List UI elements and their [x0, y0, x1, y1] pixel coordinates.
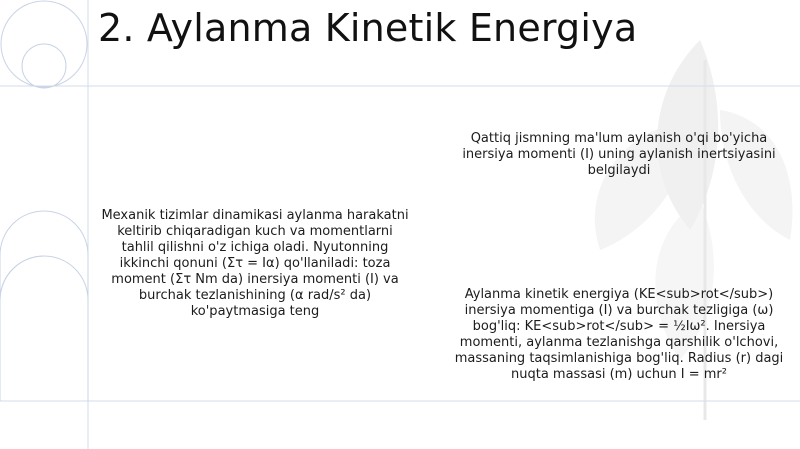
- right-bottom-paragraph: Aylanma kinetik energiya (KE<sub>rot</sub>) inersiya momentiga (I) va burchak tezligiga (ω) bog'liq: KE<sub>rot</sub> = ½Iω². Inersiya momenti, aylanma tezlanishga qarshilik o'lchovi, massaning taqsimlanishiga bog'liq. Radius (r) dagi nuqta massasi (m) uchun I = mr²: [454, 287, 784, 382]
- left-paragraph: Mexanik tizimlar dinamikasi aylanma harakatni keltirib chiqaradigan kuch va momentlarni tahlil qilishni o'z ichiga oladi. Nyutonning ikkinchi qonuni (Στ = Iα) qo'llaniladi: toza moment (Στ Nm da) inersiya momenti (I) va burchak tezlanishining (α rad/s² da) ko'paytmasiga teng: [101, 208, 409, 319]
- right-top-paragraph: Qattiq jismning ma'lum aylanish o'qi bo'yicha inersiya momenti (I) uning aylanish inertsiyasini belgilaydi: [462, 131, 776, 178]
- slide-title: 2. Aylanma Kinetik Energiya: [98, 6, 638, 50]
